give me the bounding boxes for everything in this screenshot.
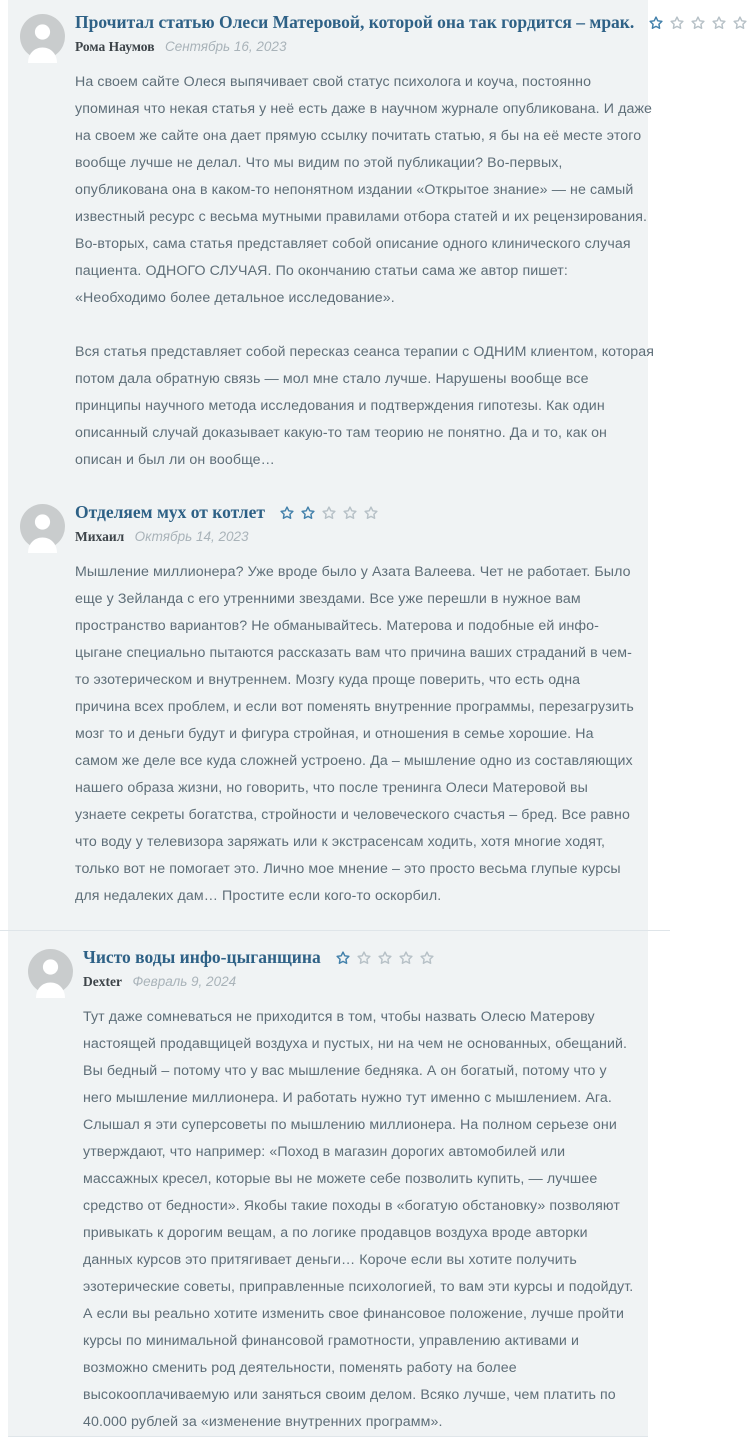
- person-silhouette-icon: [28, 949, 73, 994]
- review-title: Прочитал статью Олеси Матеровой, которой она так гордится – мрак.: [75, 12, 635, 32]
- avatar: [28, 949, 73, 994]
- review-paragraph: Мышление миллионера? Уже вроде было у Азата Валеева. Чет не работает. Было еще у Зейланда с его утренними звездами. Все уже перешли в нужное вам пространство вариантов? Не обманывайтесь. Матерова и подобные ей инфо-цыгане специально пытаются рассказать вам что причина ваших страданий в чем-то эзотерическом и внутреннем. Мозгу куда проще поверить, что есть одна причина всех проблем, и если вот поменять внутренние программы, перезагрузить мозг то и деньги будут и фигура стройная, и отношения в семье хорошие. На самом же деле все куда сложней устроено. Да – мышление одно из составляющих нашего образа жизни, но говорить, что после тренинга Олеси Матеровой вы узнаете секреты богатства, стройности и человеческого счастья – бред. Все равно что воду у телевизора заряжать или к экстрасенсам ходить, хотя многие ходят, только вот не помогает это. Лично мое мнение – это просто весьма глупые курсы для недалеких дам… Простите если кого-то оскорбил.: [75, 563, 634, 904]
- review-title: Отделяем мух от котлет: [75, 501, 265, 522]
- star-icon: [732, 15, 748, 31]
- review-date: Сентябрь 16, 2023: [164, 38, 287, 54]
- star-icon: [300, 505, 316, 521]
- star-rating: [335, 950, 435, 966]
- review-author: Михаил: [75, 528, 125, 544]
- review-paragraph: Вся статья представляет собой пересказ сеанса терапии с ОДНИМ клиентом, которая потом дала обратную связь — мол мне стало лучше. Нарушены вообще все принципы научного метода исследования и подтверждения гипотезы. Как один описанный случай доказывает какую-то там теорию не понятно. Да и то, как он описан и был ли он вообще…: [75, 343, 655, 468]
- review-date: Февраль 9, 2024: [132, 973, 237, 989]
- person-silhouette-icon: [20, 14, 65, 59]
- review-author: Dexter: [83, 973, 122, 989]
- review-body: [75, 559, 636, 910]
- review-body: [75, 69, 657, 474]
- star-icon: [690, 15, 706, 31]
- star-icon: [342, 505, 358, 521]
- review-item: [8, 496, 648, 910]
- star-rating: [648, 15, 748, 31]
- review-author: Рома Наумов: [75, 38, 155, 54]
- person-silhouette-icon: [20, 504, 65, 549]
- star-icon: [279, 505, 295, 521]
- star-icon: [398, 950, 414, 966]
- star-icon: [335, 950, 351, 966]
- avatar: [20, 504, 65, 549]
- review-paragraph: Тут даже сомневаться не приходится в том, чтобы назвать Олесю Матерову настоящей продавщицей воздуха и пустых, ни на чем не основанных, обещаний. Вы бедный – потому что у вас мышление бедняка. А он богатый, потому что у него мышление миллионера. И работать нужно тут именно с мышлением. Ага. Слышал я эти суперсоветы по мышлению миллионера. На полном серьезе они утверждают, что например: «Поход в магазин дорогих автомобилей или массажных кресел, которые вы не можете себе позволить купить, — лучшее средство от бедности». Якобы такие походы в «богатую обстановку» позволяют привыкать к дорогим вещам, а по логике продавцов воздуха вроде авторки данных курсов это притягивает деньги… Короче если вы хотите получить эзотерические советы, приправленные психологией, то вам эти курсы и подойдут. А если вы реально хотите изменить свое финансовое положение, лучше пройти курсы по минимальной финансовой грамотности, управлению активами и возможно сменить род деятельности, поменять работу на более высокооплачиваемую или заняться своим делом. Всяко лучше, чем платить по 40.000 рублей за «изменение внутренних программ».: [83, 1008, 634, 1430]
- star-rating: [279, 505, 379, 521]
- review-meta: [83, 973, 636, 991]
- star-icon: [648, 15, 664, 31]
- review-meta: [75, 528, 636, 546]
- review-item: [8, 6, 655, 496]
- star-icon: [321, 505, 337, 521]
- star-icon: [356, 950, 372, 966]
- review-item: [8, 931, 648, 1436]
- star-icon: [669, 15, 685, 31]
- star-icon: [711, 15, 727, 31]
- review-paragraph: На своем сайте Олеся выпячивает свой статус психолога и коуча, постоянно упоминая что некая статья у неё есть даже в научном журнале опубликована. И даже на своем же сайте она дает прямую ссылку почитать статью, я бы на её месте этого вообще лучше не делал. Что мы видим по этой публикации? Во-первых, опубликована она в каком-то непонятном издании «Открытое знание» — не самый известный ресурс с весьма мутными правилами отбора статей и их рецензирования. Во-вторых, сама статья представляет собой описание одного клинического случая пациента. ОДНОГО СЛУЧАЯ. По окончанию статьи сама же автор пишет: «Необходимо более детальное исследование».: [75, 73, 653, 306]
- review-title: Чисто воды инфо-цыганщина: [83, 946, 321, 967]
- star-icon: [419, 950, 435, 966]
- review-date: Октябрь 14, 2023: [134, 528, 249, 544]
- star-icon: [377, 950, 393, 966]
- reviews-list: [8, 0, 655, 1437]
- review-meta: [75, 38, 657, 56]
- avatar: [20, 14, 65, 59]
- star-icon: [363, 505, 379, 521]
- review-body: [83, 1004, 636, 1436]
